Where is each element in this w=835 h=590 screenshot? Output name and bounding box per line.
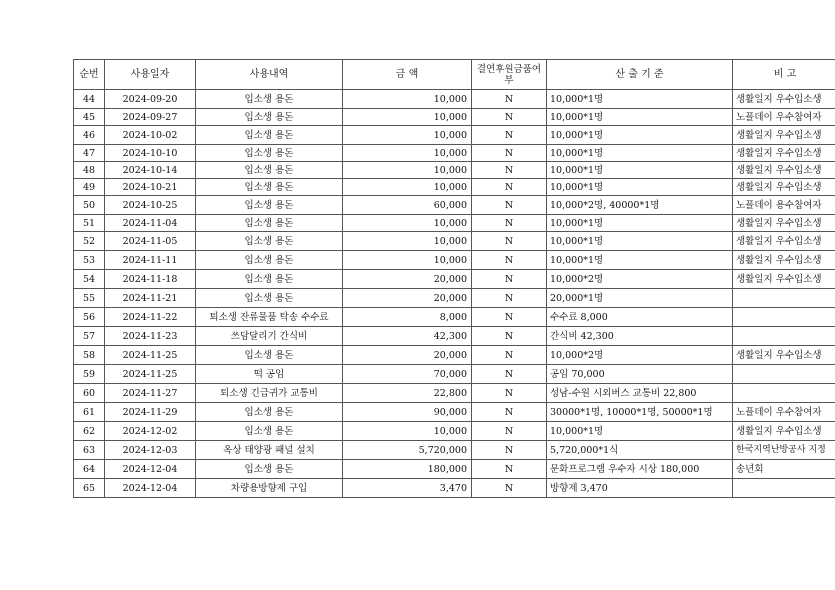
cell-amount: 10,000 xyxy=(343,232,472,251)
cell-no: 45 xyxy=(74,109,105,126)
cell-amount: 5,720,000 xyxy=(343,441,472,460)
table-row xyxy=(74,479,835,498)
cell-note xyxy=(733,327,835,346)
cell-date: 2024-11-04 xyxy=(105,215,196,232)
cell-amount: 90,000 xyxy=(343,403,472,422)
cell-desc: 입소생 용돈 xyxy=(196,460,343,479)
cell-amount: 180,000 xyxy=(343,460,472,479)
cell-date: 2024-10-14 xyxy=(105,162,196,179)
cell-basis: 수수료 8,000 xyxy=(547,308,733,327)
cell-basis: 간식비 42,300 xyxy=(547,327,733,346)
cell-sponsor: N xyxy=(472,251,547,270)
cell-basis: 10,000*1명 xyxy=(547,90,733,109)
cell-no: 56 xyxy=(74,308,105,327)
cell-basis: 방향제 3,470 xyxy=(547,479,733,498)
cell-date: 2024-11-18 xyxy=(105,270,196,289)
cell-no: 58 xyxy=(74,346,105,365)
table-row xyxy=(74,90,835,109)
cell-no: 62 xyxy=(74,422,105,441)
cell-basis: 10,000*2명 xyxy=(547,346,733,365)
cell-basis: 5,720,000*1식 xyxy=(547,441,733,460)
table-row xyxy=(74,215,835,232)
cell-no: 63 xyxy=(74,441,105,460)
cell-note: 생활일지 우수입소생 xyxy=(733,215,835,232)
cell-basis: 20,000*1명 xyxy=(547,289,733,308)
cell-no: 44 xyxy=(74,90,105,109)
cell-desc: 차량용방향제 구입 xyxy=(196,479,343,498)
cell-sponsor: N xyxy=(472,422,547,441)
table-row xyxy=(74,109,835,126)
table-row xyxy=(74,327,835,346)
cell-basis: 10,000*1명 xyxy=(547,251,733,270)
table-row xyxy=(74,126,835,145)
cell-desc: 입소생 용돈 xyxy=(196,422,343,441)
cell-note: 노플데이 우수참여자 xyxy=(733,403,835,422)
cell-date: 2024-11-11 xyxy=(105,251,196,270)
cell-desc: 쓰담달리기 간식비 xyxy=(196,327,343,346)
cell-sponsor: N xyxy=(472,327,547,346)
table-body xyxy=(74,90,835,498)
cell-date: 2024-11-21 xyxy=(105,289,196,308)
header-no: 순번 xyxy=(74,60,105,90)
cell-no: 59 xyxy=(74,365,105,384)
cell-no: 48 xyxy=(74,162,105,179)
cell-no: 55 xyxy=(74,289,105,308)
cell-sponsor: N xyxy=(472,289,547,308)
table-row xyxy=(74,308,835,327)
cell-note: 노플데이 우수참여자 xyxy=(733,109,835,126)
cell-note: 생활일지 우수입소생 xyxy=(733,422,835,441)
cell-sponsor: N xyxy=(472,126,547,145)
cell-amount: 70,000 xyxy=(343,365,472,384)
header-sponsor: 결연후원금품여부 xyxy=(472,60,547,90)
cell-desc: 떡 공임 xyxy=(196,365,343,384)
table-row xyxy=(74,145,835,162)
cell-basis: 성남-수원 시외버스 교통비 22,800 xyxy=(547,384,733,403)
cell-sponsor: N xyxy=(472,346,547,365)
cell-sponsor: N xyxy=(472,479,547,498)
cell-note: 한국지역난방공사 지정 xyxy=(733,441,835,460)
cell-basis: 10,000*1명 xyxy=(547,162,733,179)
cell-no: 50 xyxy=(74,196,105,215)
cell-amount: 3,470 xyxy=(343,479,472,498)
cell-date: 2024-10-10 xyxy=(105,145,196,162)
cell-sponsor: N xyxy=(472,403,547,422)
cell-note xyxy=(733,289,835,308)
cell-desc: 입소생 용돈 xyxy=(196,289,343,308)
cell-note xyxy=(733,365,835,384)
cell-desc: 입소생 용돈 xyxy=(196,162,343,179)
cell-no: 47 xyxy=(74,145,105,162)
cell-note xyxy=(733,479,835,498)
cell-amount: 60,000 xyxy=(343,196,472,215)
table-row xyxy=(74,270,835,289)
cell-date: 2024-11-27 xyxy=(105,384,196,403)
cell-basis: 10,000*1명 xyxy=(547,145,733,162)
cell-date: 2024-10-02 xyxy=(105,126,196,145)
cell-amount: 10,000 xyxy=(343,109,472,126)
cell-desc: 입소생 용돈 xyxy=(196,90,343,109)
cell-basis: 30000*1명, 10000*1명, 50000*1명 xyxy=(547,403,733,422)
cell-sponsor: N xyxy=(472,232,547,251)
table-row xyxy=(74,289,835,308)
cell-note: 생활일지 우수입소생 xyxy=(733,346,835,365)
cell-date: 2024-12-02 xyxy=(105,422,196,441)
cell-amount: 10,000 xyxy=(343,126,472,145)
cell-no: 61 xyxy=(74,403,105,422)
cell-amount: 20,000 xyxy=(343,289,472,308)
cell-basis: 10,000*1명 xyxy=(547,179,733,196)
cell-no: 49 xyxy=(74,179,105,196)
cell-note: 송년회 xyxy=(733,460,835,479)
cell-basis: 문화프로그램 우수자 시상 180,000 xyxy=(547,460,733,479)
cell-note: 생활일지 우수입소생 xyxy=(733,179,835,196)
cell-sponsor: N xyxy=(472,365,547,384)
cell-basis: 10,000*1명 xyxy=(547,422,733,441)
expense-table xyxy=(73,59,835,498)
cell-amount: 22,800 xyxy=(343,384,472,403)
cell-date: 2024-11-22 xyxy=(105,308,196,327)
cell-basis: 10,000*1명 xyxy=(547,126,733,145)
cell-desc: 입소생 용돈 xyxy=(196,179,343,196)
cell-sponsor: N xyxy=(472,179,547,196)
cell-desc: 입소생 용돈 xyxy=(196,126,343,145)
cell-date: 2024-09-20 xyxy=(105,90,196,109)
cell-basis: 10,000*2명 xyxy=(547,270,733,289)
cell-no: 57 xyxy=(74,327,105,346)
cell-amount: 10,000 xyxy=(343,251,472,270)
cell-date: 2024-12-04 xyxy=(105,460,196,479)
cell-no: 46 xyxy=(74,126,105,145)
cell-desc: 입소생 용돈 xyxy=(196,251,343,270)
cell-note: 노플데이 용수참여자 xyxy=(733,196,835,215)
cell-date: 2024-11-25 xyxy=(105,346,196,365)
cell-sponsor: N xyxy=(472,215,547,232)
cell-desc: 입소생 용돈 xyxy=(196,232,343,251)
cell-amount: 10,000 xyxy=(343,145,472,162)
cell-basis: 10,000*1명 xyxy=(547,215,733,232)
cell-no: 65 xyxy=(74,479,105,498)
cell-desc: 입소생 용돈 xyxy=(196,109,343,126)
cell-no: 52 xyxy=(74,232,105,251)
cell-date: 2024-11-23 xyxy=(105,327,196,346)
cell-note: 생활일지 우수입소생 xyxy=(733,232,835,251)
cell-sponsor: N xyxy=(472,109,547,126)
header-amount: 금 액 xyxy=(343,60,472,90)
cell-desc: 입소생 용돈 xyxy=(196,145,343,162)
cell-note: 생활일지 우수입소생 xyxy=(733,126,835,145)
table-row xyxy=(74,460,835,479)
table-row xyxy=(74,441,835,460)
table-row xyxy=(74,179,835,196)
cell-sponsor: N xyxy=(472,460,547,479)
cell-note: 생활일지 우수입소생 xyxy=(733,162,835,179)
cell-basis: 10,000*1명 xyxy=(547,232,733,251)
cell-note: 생활일지 우수입소생 xyxy=(733,90,835,109)
table-row xyxy=(74,422,835,441)
cell-no: 64 xyxy=(74,460,105,479)
cell-date: 2024-11-25 xyxy=(105,365,196,384)
header-note: 비 고 xyxy=(733,60,835,90)
cell-desc: 퇴소생 긴급귀가 교통비 xyxy=(196,384,343,403)
cell-sponsor: N xyxy=(472,90,547,109)
cell-sponsor: N xyxy=(472,162,547,179)
cell-amount: 8,000 xyxy=(343,308,472,327)
cell-desc: 입소생 용돈 xyxy=(196,403,343,422)
cell-sponsor: N xyxy=(472,441,547,460)
cell-sponsor: N xyxy=(472,384,547,403)
cell-no: 53 xyxy=(74,251,105,270)
cell-note xyxy=(733,384,835,403)
cell-amount: 10,000 xyxy=(343,422,472,441)
cell-sponsor: N xyxy=(472,308,547,327)
table-row xyxy=(74,403,835,422)
cell-date: 2024-12-03 xyxy=(105,441,196,460)
cell-no: 51 xyxy=(74,215,105,232)
table-row xyxy=(74,196,835,215)
cell-no: 54 xyxy=(74,270,105,289)
cell-sponsor: N xyxy=(472,145,547,162)
cell-no: 60 xyxy=(74,384,105,403)
header-desc: 사용내역 xyxy=(196,60,343,90)
table-row xyxy=(74,232,835,251)
cell-date: 2024-11-29 xyxy=(105,403,196,422)
cell-note xyxy=(733,308,835,327)
table-row xyxy=(74,251,835,270)
cell-amount: 20,000 xyxy=(343,270,472,289)
cell-desc: 퇴소생 잔류물품 탁송 수수료 xyxy=(196,308,343,327)
cell-sponsor: N xyxy=(472,270,547,289)
cell-amount: 42,300 xyxy=(343,327,472,346)
cell-date: 2024-11-05 xyxy=(105,232,196,251)
cell-note: 생활일지 우수입소생 xyxy=(733,251,835,270)
cell-desc: 입소생 용돈 xyxy=(196,196,343,215)
table-row xyxy=(74,365,835,384)
cell-note: 생활일지 우수입소생 xyxy=(733,270,835,289)
cell-sponsor: N xyxy=(472,196,547,215)
cell-desc: 입소생 용돈 xyxy=(196,270,343,289)
cell-basis: 10,000*2명, 40000*1명 xyxy=(547,196,733,215)
cell-amount: 10,000 xyxy=(343,179,472,196)
cell-desc: 입소생 용돈 xyxy=(196,346,343,365)
cell-amount: 10,000 xyxy=(343,215,472,232)
cell-amount: 10,000 xyxy=(343,90,472,109)
header-row xyxy=(74,60,835,90)
cell-date: 2024-10-21 xyxy=(105,179,196,196)
cell-date: 2024-10-25 xyxy=(105,196,196,215)
cell-basis: 공임 70,000 xyxy=(547,365,733,384)
cell-basis: 10,000*1명 xyxy=(547,109,733,126)
table-row xyxy=(74,346,835,365)
cell-desc: 옥상 태양광 패널 설치 xyxy=(196,441,343,460)
table-row xyxy=(74,384,835,403)
cell-amount: 20,000 xyxy=(343,346,472,365)
table-row xyxy=(74,162,835,179)
cell-desc: 입소생 용돈 xyxy=(196,215,343,232)
cell-note: 생활일지 우수입소생 xyxy=(733,145,835,162)
cell-date: 2024-09-27 xyxy=(105,109,196,126)
cell-amount: 10,000 xyxy=(343,162,472,179)
header-basis: 산 출 기 준 xyxy=(547,60,733,90)
header-date: 사용일자 xyxy=(105,60,196,90)
cell-date: 2024-12-04 xyxy=(105,479,196,498)
